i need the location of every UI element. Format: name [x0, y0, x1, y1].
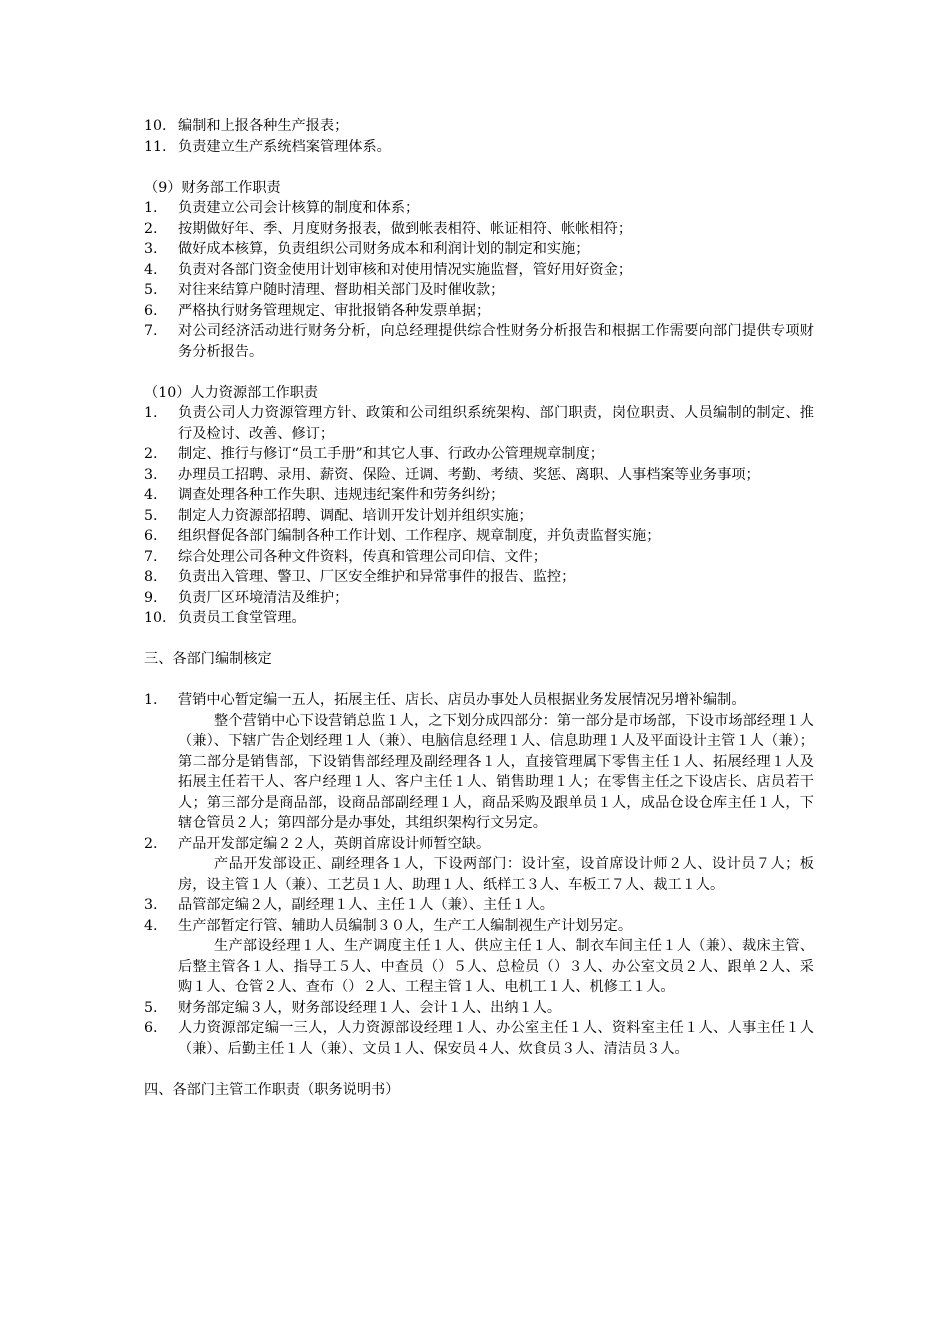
item-number: 5. [144, 282, 158, 298]
item-number: 3. [144, 897, 158, 913]
item-number: 10. [144, 118, 167, 134]
item-number: 5. [144, 507, 158, 524]
spacer [144, 670, 814, 691]
item-number: 1. [144, 692, 158, 708]
item-text: 做好成本核算，负责组织公司财务成本和利润计划的制定和实施； [178, 241, 590, 257]
item-text: 负责出入管理、警卫、厂区安全维护和异常事件的报告、监控； [178, 569, 576, 585]
item-number: 6. [144, 528, 158, 544]
list-item [144, 588, 814, 609]
item-text: 产品开发部定编２２人，英朗首席设计师暂空缺。 [178, 835, 491, 852]
item-detail-paragraph: 整个营销中心下设营销总监１人，之下划分成四部分：第一部分是市场部，下设市场部经理１人（兼）、下辖广告企划经理１人（兼）、电脑信息经理１人、信息助理１人及平面设计主管１人（兼）；第二部分是销售部，下设销售部经理及副经理各１人，直接管理属下零售主任１人、拓展经理１人及拓展主任若干人、客户经理１人、客户主任１人、销售助理１人；在零售主任之下设店长、店员若干人；第三部分是商品部，设商品部副经理１人，商品采购及跟单员１人，成品仓设仓库主任１人，下辖仓管员２人；第四部分是办事处，其组织架构行文另定。 [178, 712, 814, 831]
list-item [144, 916, 814, 937]
item-text: 负责对各部门资金使用计划审核和对使用情况实施监督，管好用好资金； [178, 261, 633, 278]
section-3-heading: 三、各部门编制核定 [144, 651, 272, 667]
list-item [144, 998, 814, 1019]
item-number: 10. [144, 610, 167, 626]
item-text: 调查处理各种工作失职、违规违纪案件和劳务纠纷； [178, 487, 505, 503]
item-number: 4. [144, 487, 158, 503]
item-number: 3. [144, 241, 158, 257]
list-item [144, 239, 814, 260]
item-number: 9. [144, 589, 158, 606]
item-text: 负责厂区环境清洁及维护； [178, 589, 349, 606]
item-text: 人力资源部定编一三人，人力资源部设经理１人、办公室主任１人、资料室主任１人、人事主任１人（兼）、后勤主任１人（兼）、文员１人、保安员４人、炊食员３人、清洁员３人。 [178, 1020, 814, 1057]
list-item [144, 526, 814, 547]
item-text: 制定人力资源部招聘、调配、培训开发计划并组织实施； [178, 507, 533, 524]
item-text: 制定、推行与修订“员工手册”和其它人事、行政办公管理规章制度； [178, 446, 604, 462]
list-item [144, 137, 814, 158]
hr-heading: （10）人力资源部工作职责 [144, 384, 319, 401]
item-text: 严格执行财务管理规定、审批报销各种发票单据； [178, 302, 491, 319]
item-text: 编制和上报各种生产报表； [178, 118, 349, 134]
item-number: 2. [144, 835, 158, 852]
item-number: 7. [144, 548, 158, 565]
item-text: 对往来结算户随时清理、督助相关部门及时催收款； [178, 282, 505, 298]
list-item [144, 321, 814, 362]
list-item [144, 260, 814, 281]
item-text: 办理员工招聘、录用、薪资、保险、迁调、考勤、考绩、奖惩、离职、人事档案等业务事项； [178, 466, 760, 483]
item-text: 综合处理公司各种文件资料，传真和管理公司印信、文件； [178, 548, 547, 565]
item-text: 负责员工食堂管理。 [178, 610, 306, 626]
spacer [144, 629, 814, 650]
item-number: 7. [144, 323, 158, 339]
item-text: 组织督促各部门编制各种工作计划、工作程序、规章制度，并负责监督实施； [178, 528, 661, 544]
item-number: 2. [144, 220, 158, 237]
item-number: 11. [144, 138, 167, 155]
finance-heading: （9）财务部工作职责 [144, 179, 281, 196]
item-number: 6. [144, 1020, 158, 1036]
item-number: 4. [144, 917, 158, 934]
list-item [144, 547, 814, 568]
item-detail-paragraph: 生产部设经理１人、生产调度主任１人、供应主任１人、制衣车间主任１人（兼）、裁床主管、后整主管各１人、指导工５人、中查员（）５人、总检员（）３人、办公室文员２人、跟单２人、采购１人、仓管２人、查布（）２人、工程主管１人、电机工１人、机修工１人。 [178, 938, 814, 995]
item-text: 对公司经济活动进行财务分析，向总经理提供综合性财务分析报告和根据工作需要向部门提供专项财务分析报告。 [178, 323, 814, 360]
item-text: 生产部暂定行管、辅助人员编制３０人，生产工人编制视生产计划另定。 [178, 917, 633, 934]
item-number: 1. [144, 200, 158, 216]
item-number: 1. [144, 405, 158, 421]
list-item [144, 506, 814, 527]
list-item [144, 690, 814, 711]
list-item [144, 895, 814, 916]
list-item [144, 301, 814, 322]
finance-duties-list [144, 198, 814, 362]
item-text: 财务部定编３人，财务部设经理１人、会计１人、出纳１人。 [178, 999, 562, 1016]
hr-duties-list [144, 403, 814, 629]
list-item [144, 198, 814, 219]
production-duties-list [144, 116, 814, 157]
staffing-list [144, 690, 814, 1059]
list-item [144, 444, 814, 465]
spacer [144, 157, 814, 178]
list-item [144, 485, 814, 506]
item-text: 负责公司人力资源管理方针、政策和公司组织系统架构、部门职责，岗位职责、人员编制的制定、推行及检讨、改善、修订； [178, 405, 814, 442]
item-text: 营销中心暂定编一五人，拓展主任、店长、店员办事处人员根据业务发展情况另增补编制。 [178, 692, 746, 708]
list-item [144, 567, 814, 588]
item-number: 3. [144, 466, 158, 483]
item-number: 8. [144, 569, 158, 585]
list-item [144, 280, 814, 301]
item-text: 负责建立生产系统档案管理体系。 [178, 138, 391, 155]
list-item [144, 465, 814, 486]
list-item [144, 608, 814, 629]
item-text: 按期做好年、季、月度财务报表，做到帐表相符、帐证相符、帐帐相符； [178, 220, 633, 237]
item-text: 品管部定编２人，副经理１人、主任１人（兼）、主任１人。 [178, 897, 554, 913]
list-item [144, 403, 814, 444]
item-number: 5. [144, 999, 158, 1016]
document-page [144, 116, 814, 1100]
item-number: 4. [144, 261, 158, 278]
section-4-heading: 四、各部门主管工作职责（职务说明书） [144, 1081, 400, 1098]
list-item [144, 834, 814, 855]
list-item [144, 116, 814, 137]
spacer [144, 1059, 814, 1080]
item-number: 2. [144, 446, 158, 462]
item-text: 负责建立公司会计核算的制度和体系； [178, 200, 420, 216]
item-detail-paragraph: 产品开发部设正、副经理各１人，下设两部门：设计室，设首席设计师２人、设计员７人；板房，设主管１人（兼）、工艺员１人、助理１人、纸样工３人、车板工７人、裁工１人。 [178, 856, 814, 893]
spacer [144, 362, 814, 383]
list-item [144, 219, 814, 240]
item-number: 6. [144, 302, 158, 319]
list-item [144, 1018, 814, 1059]
